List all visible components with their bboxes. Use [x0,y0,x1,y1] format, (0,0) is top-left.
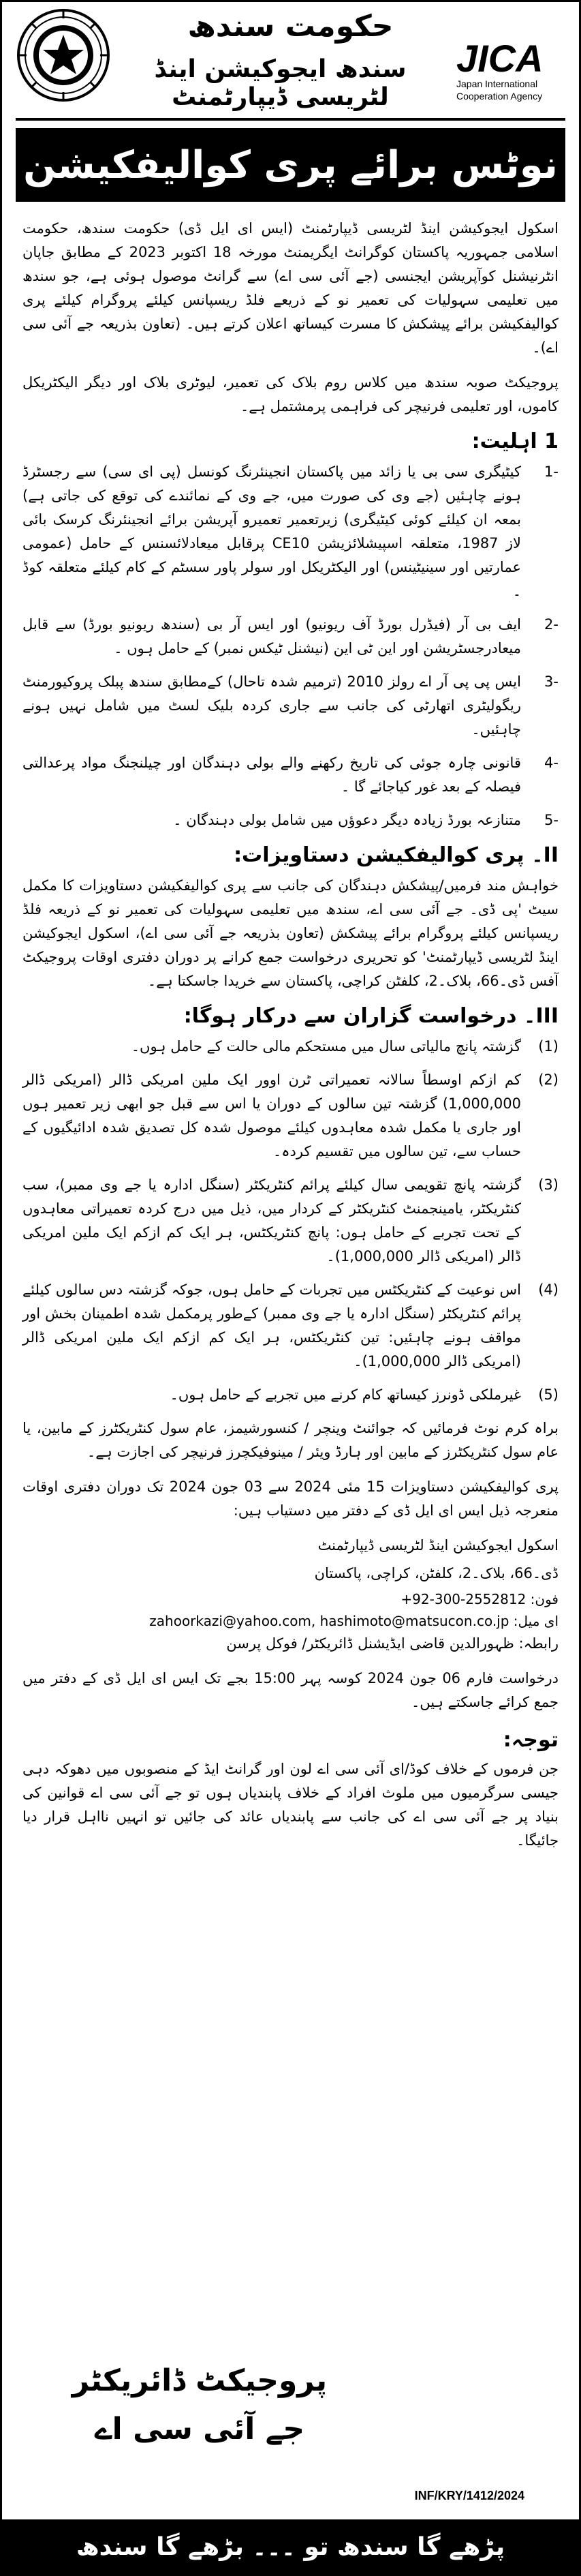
attention-heading: توجہ: [503,1728,559,1752]
item-number: -1 [544,464,559,480]
intro-paragraph-2: پروجیکٹ صوبہ سندھ میں کلاس روم بلاک کی تعمیر، لیوٹری بلاک اور دیگر الیکٹریکل کاموں، اور تعلیمی فرنیچر کی فراہمی پرمشتمل ہے۔ [22,374,559,414]
item-text: ایف بی آر (فیڈرل بورڈ آف ریونیو) اور ایس آر بی (سندھ ریونیو بورڈ) سے قابل میعادرجسٹریشن اور این ٹی این (نیشنل ٹیکس نمبر) کے حامل ہوں ۔ [22,616,521,656]
item-number: (5) [538,1387,559,1403]
list-item [22,613,559,661]
item-number: (1) [538,1038,559,1055]
availability-note: پری کوالیفکیشن دستاویزات 15 مئی 2024 سے 03 جون 2024 تک دوران دفتری اوقات منعرجہ ذیل ایس ای ایل ڈی کے دفتر میں دستیاب ہیں: [22,1479,559,1519]
list-item [22,1035,559,1059]
attention-text: جن فرموں کے خلاف کوڈ/ای آئی سی اے لون اور گرانٹ ایڈ کے منصوبوں میں دھوکہ دہی جیسی سرگرمیوں میں ملوث افراد کے خلاف پابندیاں ہوں تو جے آئی سی اے قوانین کی بنیاد پر جے آئی سی اے کی جانب سے پابندیاں عائد کی جائیں تو انہیں نااہل قرار دیا جائیگا۔ [22,1761,559,1849]
email-addresses: zahoorkazi@yahoo.com, hashimoto@matsucon.co.jp :ای میل [149,1613,559,1629]
reference-number: INF/KRY/1412/2024 [414,2489,524,2502]
contact-person: رابطہ: ظہورالدین قاضی ایڈیشنل ڈائریکٹر/ فوکل پرسن [226,1635,559,1652]
item-text: کم ازکم اوسطاً سالانہ تعمیراتی ٹرن اوور ایک ملین امریکی ڈالر (امریکی ڈالر 1,000,000) گزشتہ تین سالوں کے دوران یا اس سے قبل جو ابھی زیر تعمیر ہوں اور جاری یا مکمل شدہ معاہدوں کیلئے موصول شدہ کل تصدیق شدہ ادائیگیوں کے حساب سے، تین سالوں میں تقسیم کردہ۔ [22,1072,521,1160]
item-text: ایس پی پی آر اے رولز 2010 (ترمیم شدہ تاحال) کےمطابق سندھ پبلک پروکیورمنٹ ریگولیٹری اتھارٹی کی جانب سے جاری کردہ بلیک لسٹ میں شامل نہیں ہونے چاہئیں۔ [22,673,521,738]
item-number: -3 [544,673,559,690]
office-name: اسکول ایجوکیشن اینڈ لٹریسی ڈیپارٹمنٹ [317,1537,559,1554]
item-text: گزشتہ پانچ مالیاتی سال میں مستحکم مالی حالت کے حامل ہوں۔ [131,1038,521,1055]
government-heading: حکومت سندھ [187,9,394,44]
requirements-list [22,1035,559,1407]
item-text: اس نوعیت کے کنٹریکٹس میں تجربات کے حامل ہوں، جوکہ گزشتہ دس سالوں کیلئے پرائم کنٹریکٹر (سنگل ادارہ یا جے وی ممبر) کےطور پرمکمل شدہ اطمینان بخش اور مواقف ہونے چاہئیں: تین کنٹریکٹس، ہر ایک کم ازکم ایک ملین امریکی ڈالر (امریکی ڈالر 1,000,000)۔ [22,1282,521,1369]
list-item [22,460,559,603]
notice-body [22,217,559,1864]
joint-venture-note: براہ کرم نوٹ فرمائیں کہ جوائنٹ وینچر / کنسورشیمز، عام سول کنٹریکٹرز کے مابین، یا عام سول کنٹریکٹرز کے مابین اور ہارڈ ویئر / مینوفیکچرز فرنیچر کی اجازت ہے۔ [22,1420,559,1460]
eligibility-list [22,460,559,832]
jica-name-line-2: Cooperation Agency [456,91,543,102]
signatory-organization: جے آئی سی اے [94,2412,305,2446]
item-text: غیرملکی ڈونرز کیساتھ کام کرنے میں تجربے کے حامل ہوں۔ [170,1387,521,1403]
item-text: کیٹیگری سی بی یا زائد میں پاکستان انجینئرنگ کونسل (پی ای سی) سے رجسٹرڈ ہونے چاہئیں (جے وی کی صورت میں، جے وی کے نمائندے کی توقع کی جاتی ہے) بمعہ ان کیلئے کوئی کیٹیگری) زیرتعمیر تعمیرو آپریشن برائے انجینئرنگ کرسک بائی لاز 1987، متعلقہ اسپیشلائزیشن CE10 پرقابل میعادلائسنس کے حامل (عمومی عمارتیں اور سینیٹینس) اور الیکٹریکل اور سولر پاور سسٹم کے کام کیلئے متعلقہ کوڈ ۔ [22,464,521,599]
item-number: (2) [538,1072,559,1088]
list-item [22,1173,559,1269]
submission-deadline: درخواست فارم 06 جون 2024 کوسہ پہر 15:00 بجے تک ایس ای ایل ڈی کے دفتر میں جمع کرائے جاسکتے ہیں۔ [22,1670,559,1710]
item-text: متنازعہ بورڈ زیادہ دیگر دعوؤں میں شامل بولی دہندگان ۔ [173,812,521,828]
eligibility-heading: 1 اہلیت: [471,429,559,453]
prequalification-documents-heading: II۔ پری کوالیفکیشن دستاویزات: [234,843,559,867]
item-number: -4 [544,755,559,771]
list-item [22,670,559,742]
jica-name-line-1: Japan International [456,78,538,89]
prequalification-documents-text: خواہش مند فرمیں/پیشکش دہندگان کی جانب سے پری کوالیفکیشن دستاویزات کا مکمل سیٹ 'پی ڈی۔ جے آئی سی اے، سندھ میں تعلیمی سہولیات کی تعمیر نو کے ذریعہ فلڈ ریسپانس کیلئے پروگرام برائے پیشکش (تعاون بذریعہ جے آئی سی اے)، اسکول ایجوکیشن اینڈ لٹریسی ڈیپارٹمنٹ' کو تحریری درخواست جمع کرانے پر دوران دفتری اوقات پروجیکٹ آفس ڈی۔66، بلاک۔2، کلفٹن کراچی، پاکستان سے خریدا جاسکتا ہے۔ [22,877,559,989]
signatory-title: پروجیکٹ ڈائریکٹر [72,2363,328,2398]
office-address: ڈی۔66، بلاک۔2، کلفٹن، کراچی، پاکستان [314,1565,559,1581]
phone-number: +92-300-2552812 :فون [401,1591,559,1607]
header [2,2,579,121]
item-number: -5 [544,812,559,828]
department-heading: سندھ ایجوکیشن اینڈ لٹریسی ڈیپارٹمنٹ [154,55,407,111]
intro-paragraph-1: اسکول ایجوکیشن اینڈ لٹریسی ڈیپارٹمنٹ (ایس ای ایل ڈی) حکومت سندھ، حکومت اسلامی جمہوریہ پاکستان کوگرانٹ ایگریمنٹ مورخہ 18 اکتوبر 2023 کے مطابق جاپان انٹرنیشنل کوآپریشن ایجنسی (جے آئی سی اے) سے گرانٹ موصول ہوئی ہے، جو سندھ میں تعلیمی سہولیات کی تعمیر نو کے ذریعے فلڈ ریسپانس کیلئے پروگرام کیلئے پری کوالیفکیشن برائے پیشکش کا مسرت کیساتھ اعلان کرتے ہیں۔ (تعاون بذریعہ جے آئی سی اے)۔ [22,220,559,356]
list-item [22,808,559,832]
footer-slogan: پڑھے گا سندھ تو ۔۔۔ بڑھے گا سندھ [2,2519,579,2574]
notice-title: نوٹس برائے پری کوالیفکیشن [16,128,565,202]
header-divider [16,118,565,121]
list-item [22,1068,559,1164]
list-item [22,1278,559,1374]
item-number: (4) [538,1282,559,1298]
applicant-requirements-heading: III۔ درخواست گزاران سے درکار ہوگا: [183,1004,559,1028]
jica-wordmark: JICA [456,37,544,80]
list-item [22,1383,559,1407]
item-text: گزشتہ پانچ تقویمی سال کیلئے پرائم کنٹریکٹر (سنگل ادارہ یا جے وی ممبر)، سب کنٹریکٹر، یامینجمنٹ کنٹریکٹر کے کردار میں، ذیل میں درج کردہ تعمیراتی معاہدوں کے تحت تجربے کے حامل ہوں: پانچ کنٹریکٹس، ہر ایک کم ازکم ایک ملین امریکی ڈالر (امریکی ڈالر 1,000,000)۔ [22,1177,521,1264]
item-number: -2 [544,616,559,633]
item-number: (3) [538,1177,559,1193]
list-item [22,751,559,799]
item-text: قانونی چارہ جوئی کی تاریخ رکھنے والے بولی دہندگان اور چیلنجنگ مواد پرعدالتی فیصلہ کے بعد غور کیاجائے گا ۔ [22,755,521,795]
jica-logo [456,37,559,102]
